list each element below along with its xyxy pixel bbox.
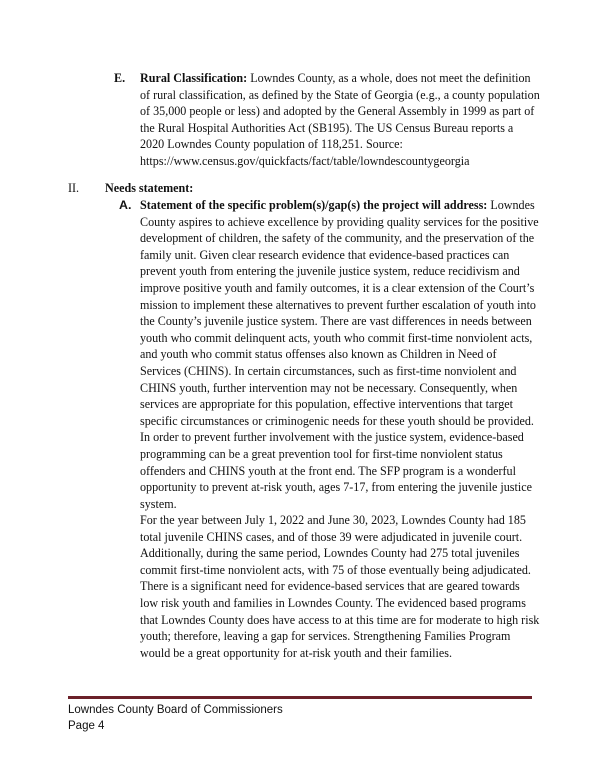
section-ii-title: Needs statement: <box>105 181 194 195</box>
item-a-paragraph-2: For the year between July 1, 2022 and June 30, 2023, Lowndes County had 185 total juvenile CHINS cases, and of those 39 were adjudicated in juvenile court. Additionally, during the same period, Lowndes County had 275 total juveniles commit first-time nonviolent acts, with 75 of those eventually being adjudicated. There is a significant need for evidence-based services that are geared towards low risk youth and families in Lowndes County. The evidenced based programs that Lowndes County does have access to at this time are for moderate to high risk youth; therefore, leaving a gap for services. Strengthening Families Program would be a great opportunity for at-risk youth and their families. <box>140 513 540 660</box>
footer-rule <box>68 696 532 699</box>
item-a-paragraph <box>140 197 540 512</box>
list-marker-a: A. <box>119 198 132 212</box>
section-e-paragraph <box>140 70 540 170</box>
list-marker-e: E. <box>114 71 126 85</box>
section-e-heading: Rural Classification: <box>140 71 248 85</box>
section-e-body: Lowndes County, as a whole, does not meet the definition of rural classification, as defined by the State of Georgia (e.g., a county population of 35,000 people or less) and adopted by the General Assembly in 1999 as part of the Rural Hospital Authorities Act (SB195). The US Census Bureau reports a 2020 Lowndes County population of 118,251. Source: https://www.census.gov/quickfacts/fact/table/lowndescountygeorgia <box>140 71 540 168</box>
footer-page-number: Page 4 <box>68 720 105 732</box>
item-a-body: Lowndes County aspires to achieve excellence by providing quality services for the positive development of children, the safety of the community, and the preservation of the family unit. Given clear research evidence that evidence-based practices can prevent youth from entering the juvenile justice system, reduce recidivism and improve positive youth and family outcomes, it is a clear extension of the Court’s mission to implement these alternatives to prevent further escalation of youth into the County’s juvenile justice system. There are vast differences in needs between youth who commit delinquent acts, youth who commit first-time nonviolent acts, and youth who commit status offenses also known as Children in Need of Services (CHINS). In certain circumstances, such as first-time nonviolent and CHINS youth, further intervention may not be necessary. Consequently, when services are appropriate for this population, effective interventions that target specific circumstances or criminogenic needs for these youth should be provided. In order to prevent further involvement with the justice system, evidence-based programming can be a great prevention tool for first-time nonviolent status offenders and CHINS youth at the front end. The SFP program is a wonderful opportunity to prevent at-risk youth, ages 7-17, from entering the juvenile justice system. <box>140 198 539 511</box>
item-a-heading: Statement of the specific problem(s)/gap(s) the project will address: <box>140 198 488 212</box>
section-ii-numeral: II. <box>68 181 80 195</box>
footer-organization: Lowndes County Board of Commissioners <box>68 704 283 716</box>
